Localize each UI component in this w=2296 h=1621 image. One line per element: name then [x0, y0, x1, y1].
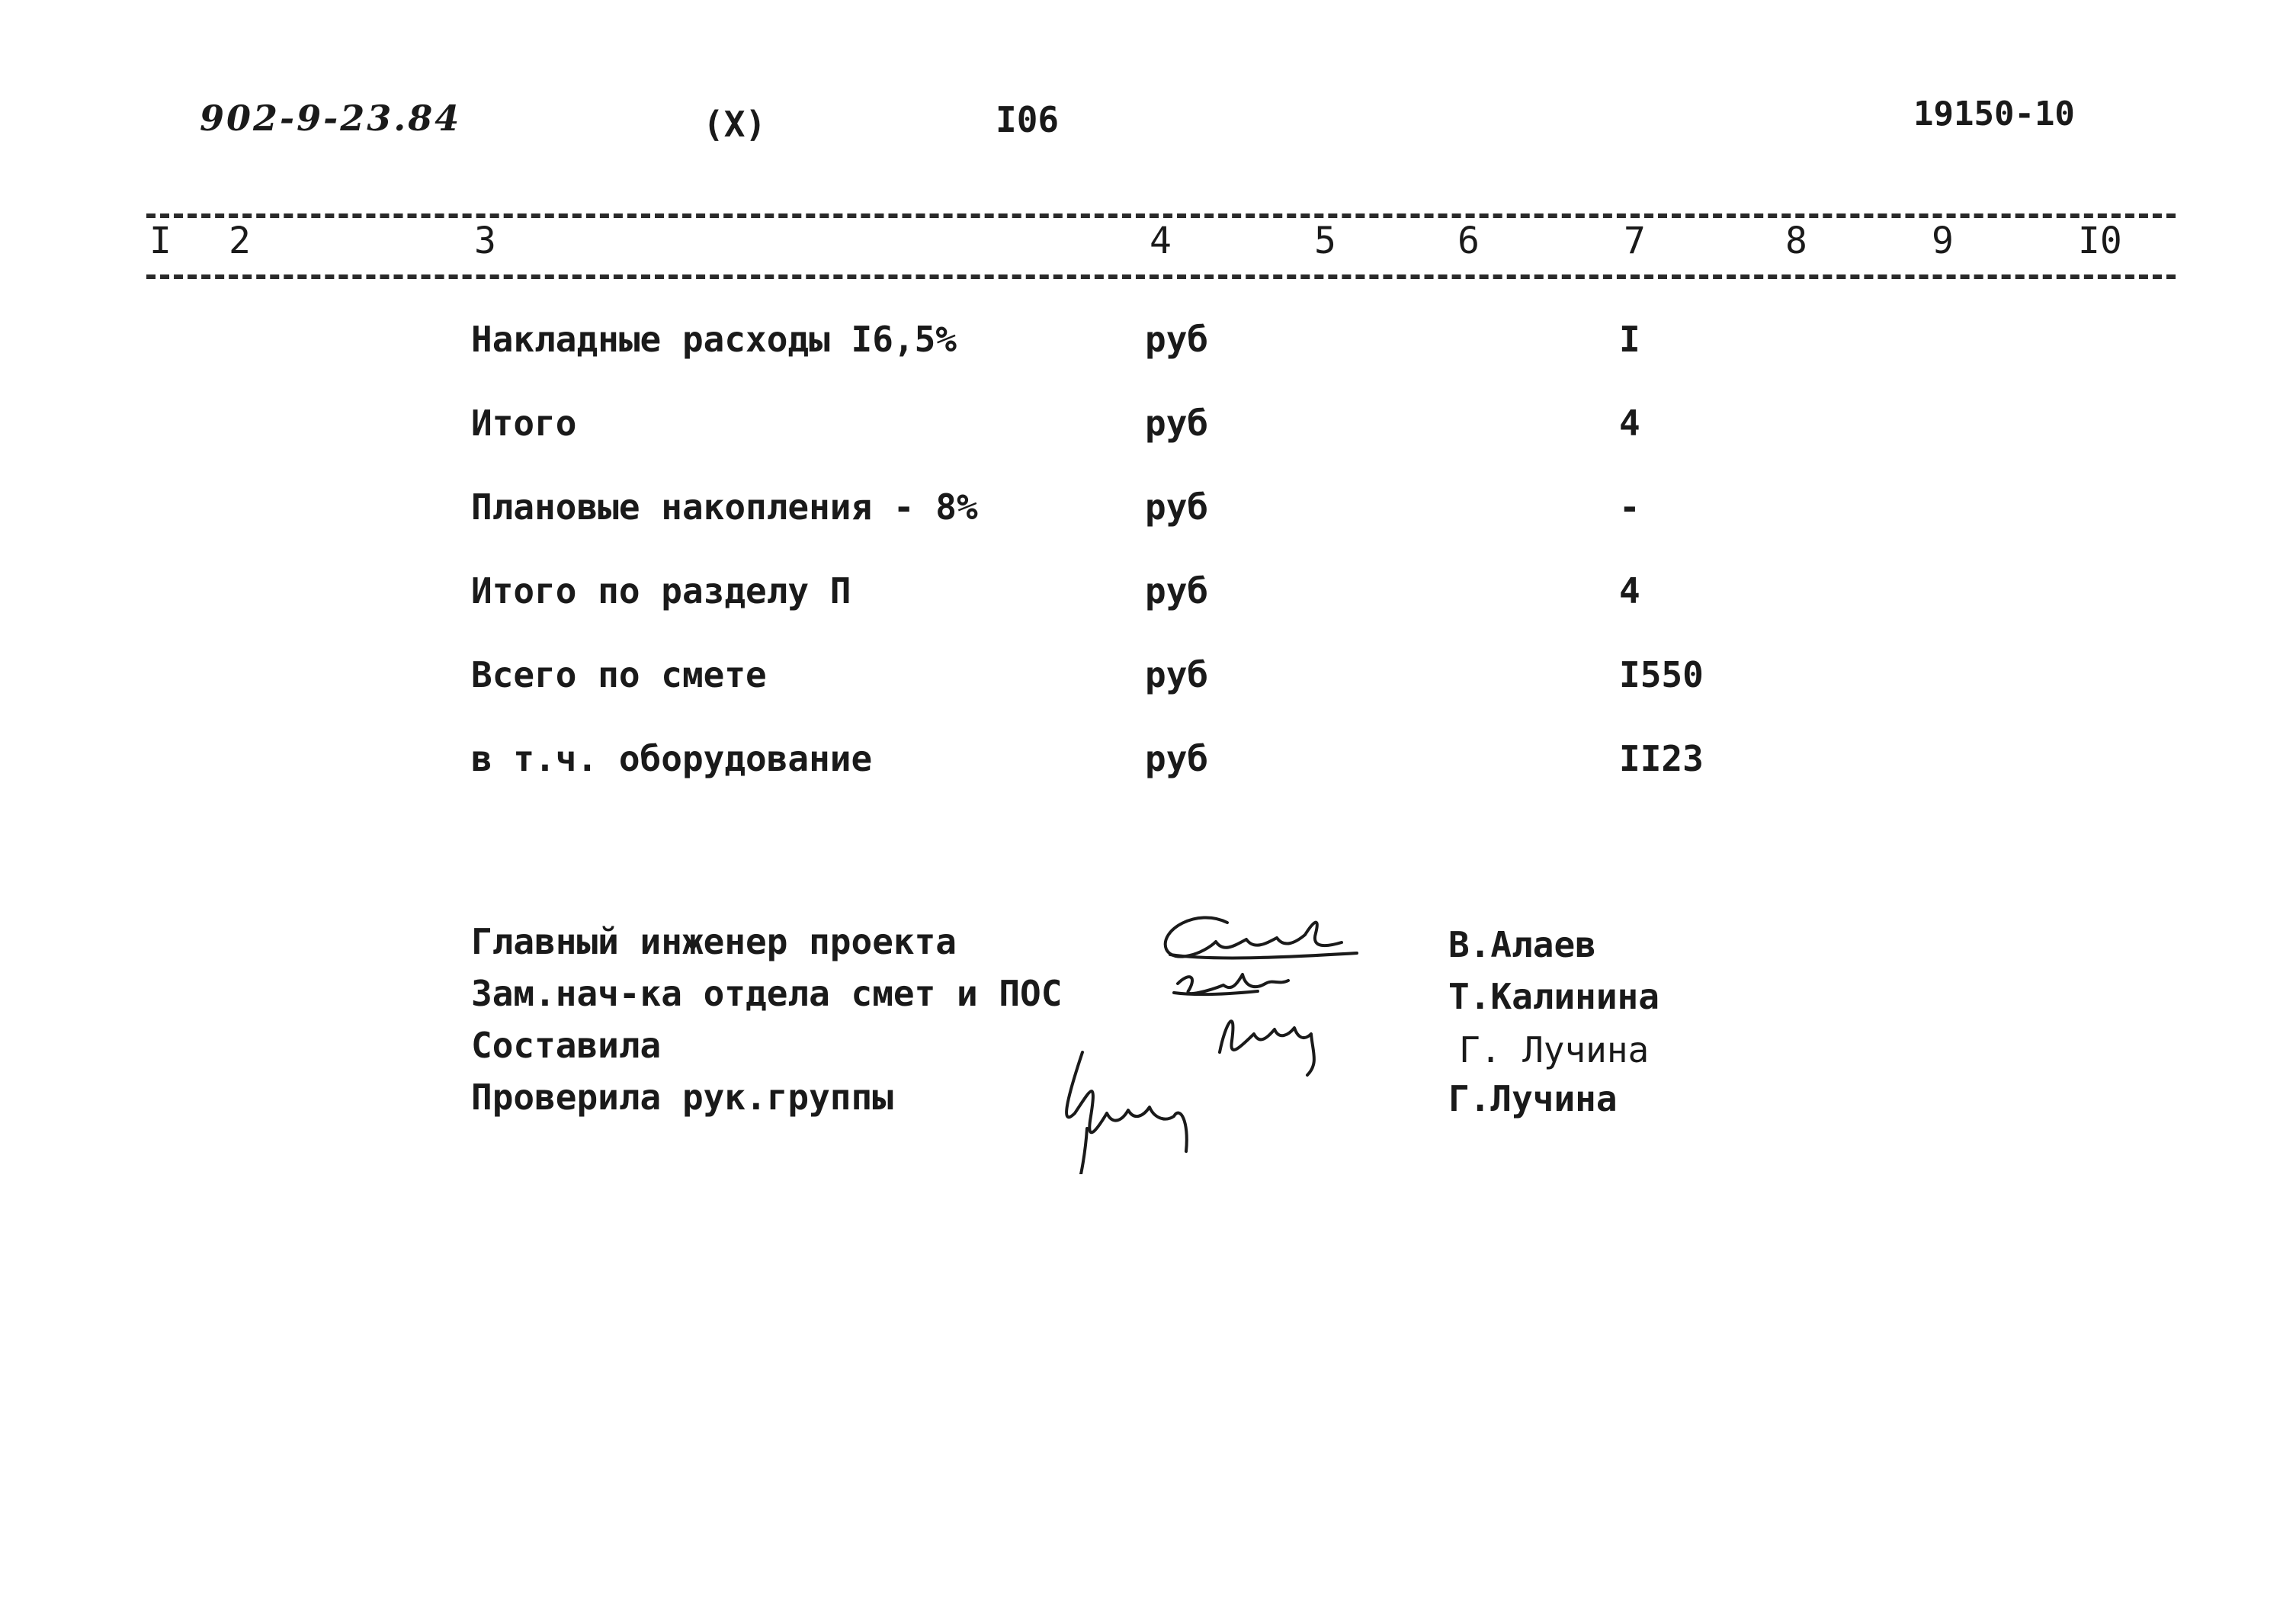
- row-unit: руб: [1145, 738, 1209, 779]
- row-name: Плановые накопления - 8%: [471, 486, 978, 528]
- row-value: 4: [1619, 570, 1640, 611]
- signatory-role: Составила: [471, 1025, 662, 1066]
- row-value: 4: [1619, 403, 1640, 444]
- signatory-role: Зам.нач-ка отдела смет и ПОС: [471, 973, 1063, 1014]
- column-number: 2: [229, 220, 251, 262]
- archive-number: 19150-10: [1913, 95, 2075, 133]
- section-mark: (X): [703, 104, 767, 145]
- column-number: 9: [1932, 220, 1954, 262]
- row-unit: руб: [1145, 403, 1209, 444]
- row-value: -: [1619, 486, 1640, 528]
- signatory-name: Г. Лучина: [1459, 1029, 1650, 1071]
- signatory-name: Т.Калинина: [1448, 976, 1659, 1017]
- column-number: 3: [474, 220, 496, 262]
- row-name: Всего по смете: [471, 654, 767, 695]
- handwritten-signatures: [1037, 900, 1433, 1174]
- row-unit: руб: [1145, 570, 1209, 611]
- column-number: 8: [1785, 220, 1807, 262]
- row-unit: руб: [1145, 319, 1209, 360]
- table-top-rule: [146, 213, 2176, 218]
- signatory-name: В.Алаев: [1448, 924, 1596, 965]
- column-number: I0: [2078, 220, 2122, 262]
- row-name: в т.ч. оборудование: [471, 738, 873, 779]
- row-unit: руб: [1145, 486, 1209, 528]
- column-number: 5: [1314, 220, 1336, 262]
- row-value: I: [1619, 319, 1640, 360]
- row-value: II23: [1619, 738, 1704, 779]
- row-value: I550: [1619, 654, 1704, 695]
- page-number: I06: [996, 99, 1060, 140]
- signatory-role: Проверила рук.группы: [471, 1077, 893, 1118]
- signatory-role: Главный инженер проекта: [471, 921, 957, 962]
- doc-code: 902-9-23.84: [200, 98, 462, 139]
- table-header-bottom-rule: [146, 274, 2176, 279]
- row-name: Накладные расходы I6,5%: [471, 319, 957, 360]
- row-name: Итого по разделу П: [471, 570, 851, 611]
- column-number: I: [149, 220, 172, 262]
- signatory-name: Г.Лучина: [1448, 1078, 1618, 1119]
- column-number: 7: [1624, 220, 1646, 262]
- column-number: 4: [1150, 220, 1172, 262]
- row-unit: руб: [1145, 654, 1209, 695]
- column-number: 6: [1457, 220, 1480, 262]
- row-name: Итого: [471, 403, 577, 444]
